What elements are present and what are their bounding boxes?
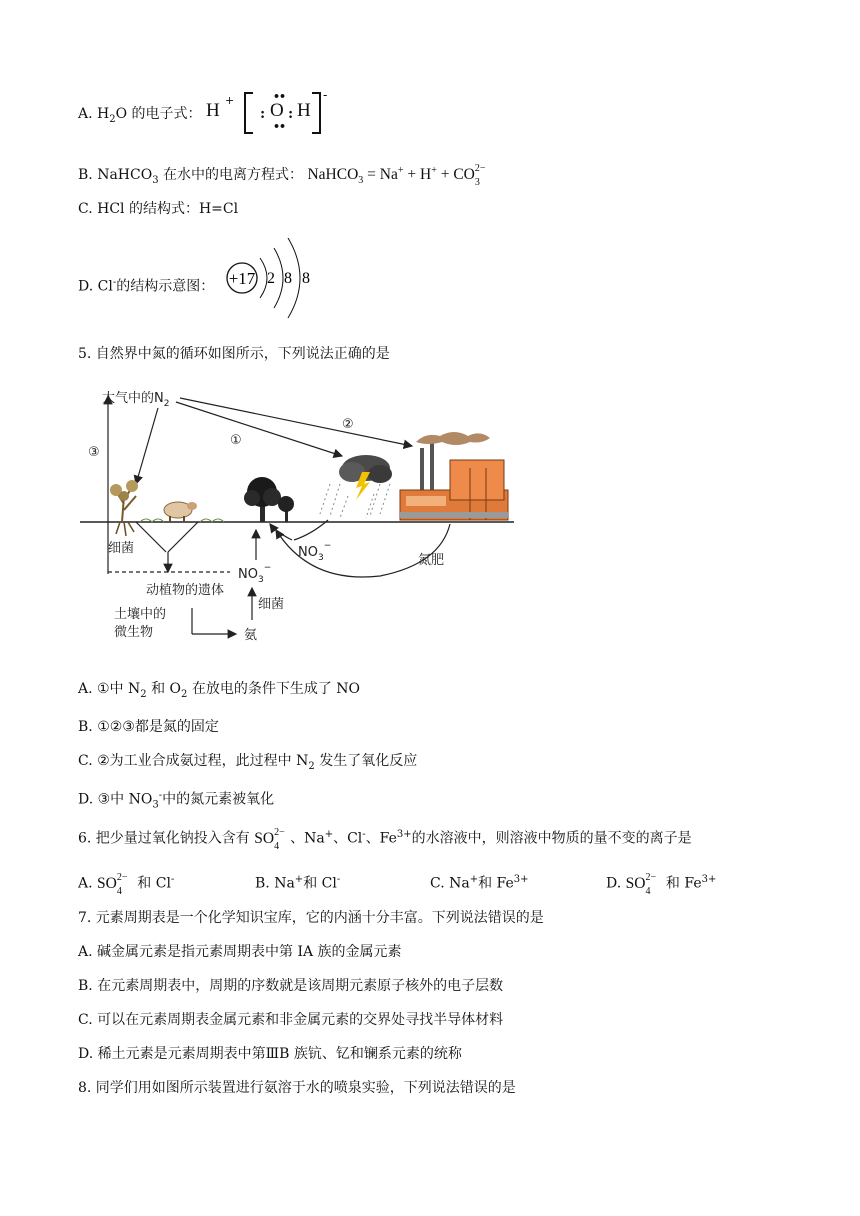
label-fertilizer: 氮肥	[418, 553, 445, 568]
q6-option-d: D. SO 2− 4 和 $Fe^{3+}$	[606, 871, 717, 897]
q5-option-b: B. ①②③都是氮的固定	[78, 719, 219, 735]
shell-electrons-3: 8	[302, 270, 310, 287]
q4-option-c: C. HCl 的结构式：H=Cl	[78, 201, 239, 217]
nahco3-ionization-equation: NaHCO$_3$ = Na+ + H+ + CO 2− 3	[307, 163, 486, 189]
q7-option-a: A. 碱金属元素是指元素周期表中第 IA 族的金属元素	[78, 944, 402, 960]
shell-electrons-2: 8	[284, 270, 292, 287]
h-ion-charge: +	[225, 94, 235, 107]
lone-pair-top: ••	[273, 90, 286, 103]
lone-pair-bottom: ••	[273, 120, 286, 133]
arrow-n2-to-plant	[136, 408, 158, 484]
label-soil-2: 微生物	[114, 625, 154, 640]
q4-b-text: 在水中的电离方程式：	[163, 167, 304, 184]
q7-stem: 7. 元素周期表是一个化学知识宝库，它的内涵十分丰富。下列说法错误的是	[78, 910, 544, 926]
shell-arc-1	[260, 258, 267, 298]
q5-option-c: C. ②为工业合成氨过程，此过程中 $N_2$ 发生了氧化反应	[78, 753, 418, 772]
hydrogen-atom: H	[297, 100, 311, 121]
left-bracket	[244, 92, 253, 134]
q7-option-d: D. 稀土元素是元素周期表中第ⅢB 族钪、钇和镧系元素的统称	[78, 1046, 462, 1062]
rain-curve	[294, 520, 328, 540]
q6-option-c: C. Na+和 $Fe^{3+}$	[430, 874, 529, 892]
label-no3-soil: $NO_3^-$	[238, 563, 272, 585]
bond-pair: :	[288, 106, 294, 122]
sulfate-ion: SO 2− 4	[254, 826, 285, 852]
label-atm-n2: 大气中的$N_2$	[102, 391, 170, 409]
q6-option-a: A. SO 2− 4 和 Cl-	[78, 871, 175, 897]
shell-arc-2	[274, 248, 283, 308]
q5-option-a: A. ①中 $N_2$ 和 $O_2$ 在放电的条件下生成了 NO	[78, 681, 361, 700]
trees	[244, 477, 294, 522]
lone-pair-left: :	[260, 106, 266, 122]
q6-option-b: B. Na+和 Cl-	[255, 874, 341, 892]
q7-option-c: C. 可以在元素周期表金属元素和非金属元素的交界处寻找半导体材料	[78, 1012, 504, 1028]
label-soil-1: 土壤中的	[114, 607, 167, 622]
q7-option-b: B. 在元素周期表中，周期的序数就是该周期元素原子核外的电子层数	[78, 978, 504, 994]
shell-electrons-1: 2	[267, 270, 275, 287]
arrow-1	[176, 402, 342, 456]
lightning-cloud	[320, 455, 392, 518]
cl-ion-structure-diagram	[222, 232, 322, 324]
label-ammonia: 氨	[244, 628, 258, 643]
right-bracket	[312, 92, 321, 134]
q8-stem: 8. 同学们用如图所示装置进行氨溶于水的喷泉实验，下列说法错误的是	[78, 1080, 516, 1096]
label-1: ①	[230, 433, 242, 448]
factory	[400, 432, 508, 520]
sheep	[140, 502, 224, 522]
q4-option-a: A. $H_2O$ 的电子式：	[78, 106, 202, 125]
q4-option-d: D. Cl-的结构示意图：	[78, 277, 215, 295]
q5-stem: 5. 自然界中氮的循环如图所示，下列说法正确的是	[78, 346, 390, 362]
label-no3-rain: $NO_3^-$	[298, 541, 332, 563]
q5-option-d: D. ③中 $NO_3^-$中的氮元素被氧化	[78, 790, 275, 811]
label-remains: 动植物的遗体	[146, 583, 225, 598]
arrow-2	[180, 398, 412, 446]
v-left	[136, 522, 166, 552]
oxygen-atom: O	[270, 100, 284, 121]
q4-a-prefix: A. H	[78, 106, 110, 122]
nitrogen-cycle-diagram	[80, 384, 520, 646]
label-bacteria-2: 细菌	[258, 597, 285, 612]
h2o-electron-formula	[206, 88, 336, 134]
nucleus-charge: +17	[228, 269, 256, 288]
q6-stem: 6. 把少量过氧化钠投入含有 SO 2− 4 、Na+、Cl-、$Fe^{3+}$的水溶液中，则溶液中物质的量不变的离子是	[78, 826, 692, 852]
h-ion: H	[206, 100, 220, 121]
v-right	[168, 522, 198, 552]
q4-a-text: O 的电子式：	[115, 106, 202, 122]
label-bacteria: 细菌	[108, 541, 135, 556]
q4-option-b: B. NaHCO$_3$ 在水中的电离方程式： NaHCO$_3$ = Na+ + H+ + CO 2− 3	[78, 161, 491, 191]
q4-b-prefix: B. NaHCO	[78, 167, 153, 184]
label-2: ②	[342, 417, 354, 432]
label-3: ③	[88, 445, 100, 460]
hydroxide-charge: -	[323, 88, 328, 103]
plant-with-root-nodules	[110, 480, 138, 536]
